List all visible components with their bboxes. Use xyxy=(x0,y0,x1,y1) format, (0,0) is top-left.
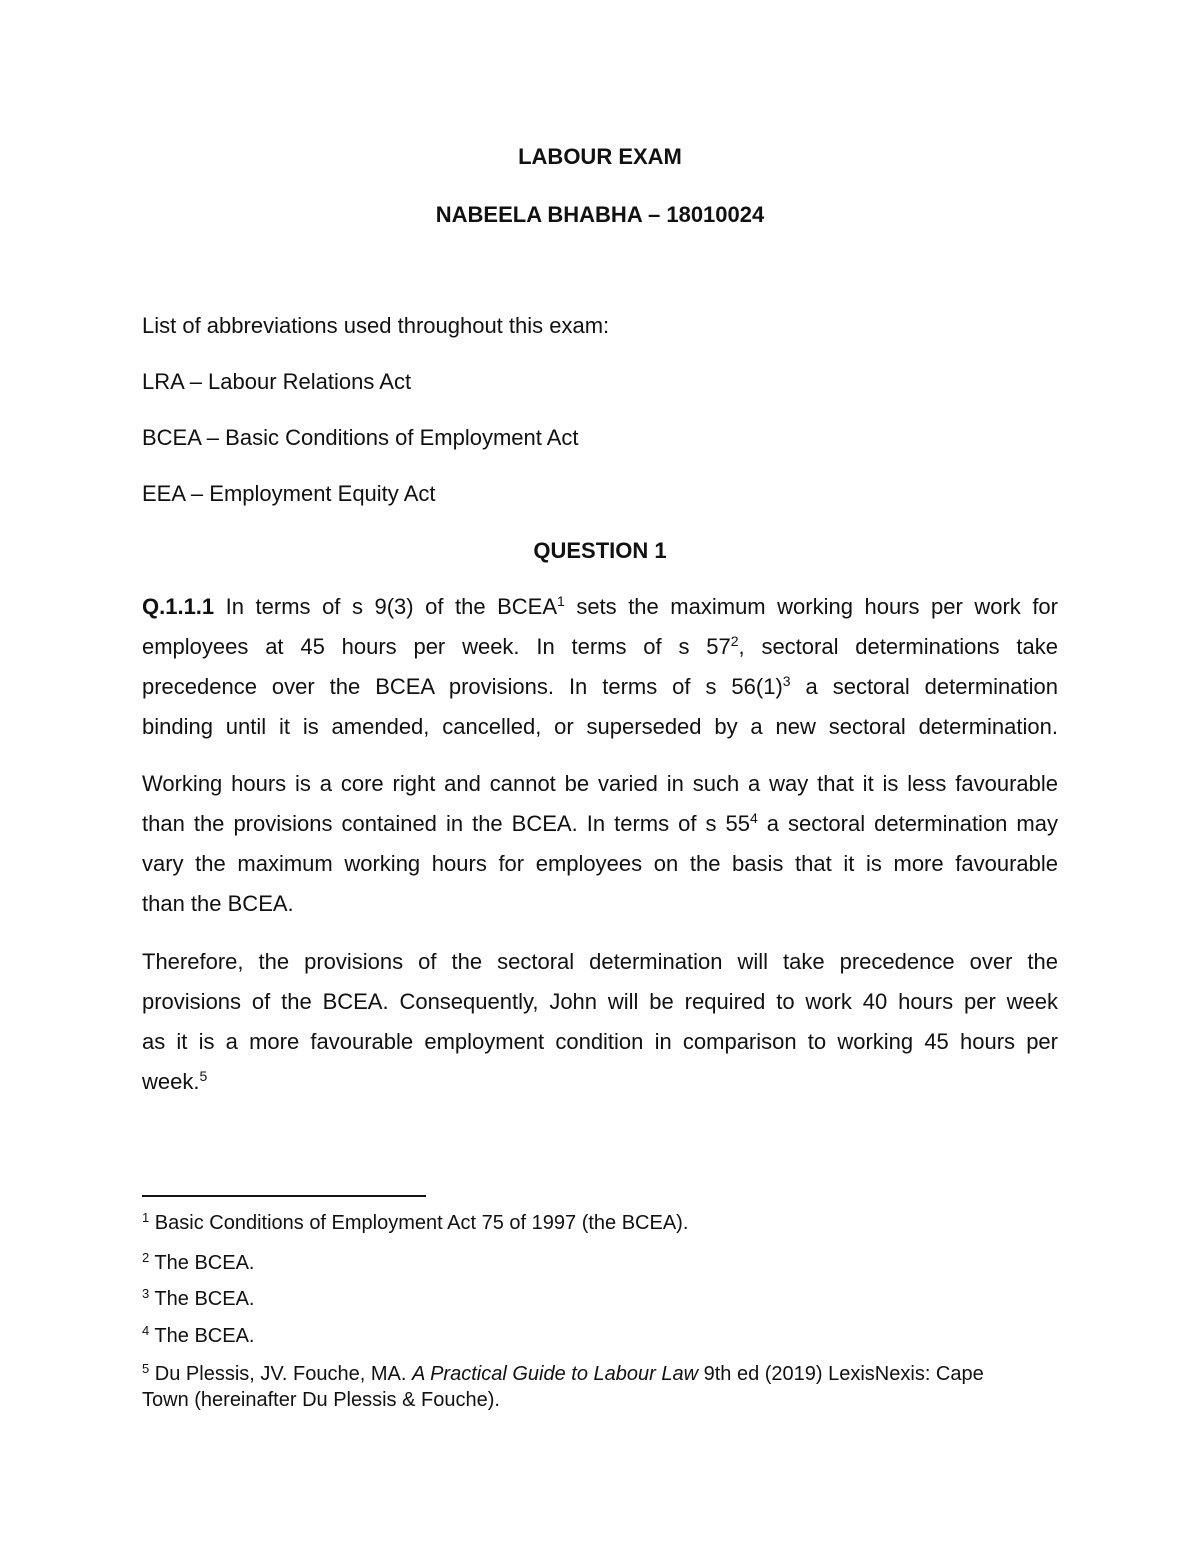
footnote-2: $^2$ The BCEA. xyxy=(142,1250,255,1274)
paragraph-2-line-4: than the BCEA. xyxy=(142,891,294,916)
footnote-ref-1: 1 xyxy=(557,593,565,609)
paragraph-1-line-1: Q.1.1.1 In terms of s 9(3) of the BCEA$^1$ sets the maximum working hours per work for xyxy=(142,593,1058,619)
abbreviation-bcea: BCEA – Basic Conditions of Employment Act xyxy=(142,425,579,450)
paragraph-2-line-3: vary the maximum working hours for employees on the basis that it is more favourable xyxy=(142,851,1058,876)
author-line: NABEELA BHABHA – 18010024 xyxy=(435,202,765,227)
book-title: A Practical Guide to Labour Law xyxy=(411,1363,699,1385)
answer-paragraph-1 xyxy=(142,587,1058,747)
paragraph-1-line-3: precedence over the BCEA provisions. In terms of s $56(1)^3$ a sectoral determination xyxy=(142,673,1058,699)
footnote-1: $^1$ Basic Conditions of Employment Act 75 of 1997 (the BCEA). xyxy=(142,1210,689,1234)
paragraph-3-line-4: week.$^5$ xyxy=(142,1068,208,1094)
footnote-ref-2: 2 xyxy=(730,633,739,649)
question-heading: QUESTION 1 xyxy=(533,538,667,563)
abbreviation-eea: EEA – Employment Equity Act xyxy=(142,481,436,506)
paragraph-1-line-2: employees at 45 hours per week. In terms of s $57^2$, sectoral determinations take xyxy=(142,633,1058,659)
answer-paragraph-3 xyxy=(142,942,1058,1102)
footnote-5: $^5$ Du Plessis, JV. Fouche, MA. A Practical Guide to Labour Law 9th ed (2019) LexisNexis: Cape Town (hereinafter Du Plessis & Fouche). xyxy=(142,1361,984,1411)
footnote-ref-3: 3 xyxy=(782,673,791,689)
abbreviation-lra: LRA – Labour Relations Act xyxy=(142,369,412,394)
paragraph-2-line-1: Working hours is a core right and cannot be varied in such a way that it is less favourable xyxy=(142,771,1058,796)
answer-paragraph-2 xyxy=(142,764,1058,924)
abbreviations-intro: List of abbreviations used throughout this exam: xyxy=(142,313,610,338)
paragraph-3-line-3: as it is a more favourable employment condition in comparison to working 45 hours per xyxy=(142,1029,1058,1054)
paragraph-3-line-2: provisions of the BCEA. Consequently, John will be required to work 40 hours per week xyxy=(142,989,1058,1014)
footnote-ref-5: 5 xyxy=(199,1068,208,1084)
paragraph-3-line-1: Therefore, the provisions of the sectoral determination will take precedence over the xyxy=(142,949,1058,974)
paragraph-2-line-2: than the provisions contained in the BCEA. In terms of s $55^4$ a sectoral determination may xyxy=(142,810,1058,836)
question-label: Q.1.1.1 xyxy=(142,594,215,619)
footnote-ref-4: 4 xyxy=(749,810,758,826)
footnote-divider xyxy=(142,1195,426,1197)
footnote-3: $^3$ The BCEA. xyxy=(142,1286,255,1310)
document-title: LABOUR EXAM xyxy=(518,144,682,169)
paragraph-1-line-4: binding until it is amended, cancelled, or superseded by a new sectoral determination. xyxy=(142,714,1058,739)
footnote-4: $^4$ The BCEA. xyxy=(142,1323,255,1347)
